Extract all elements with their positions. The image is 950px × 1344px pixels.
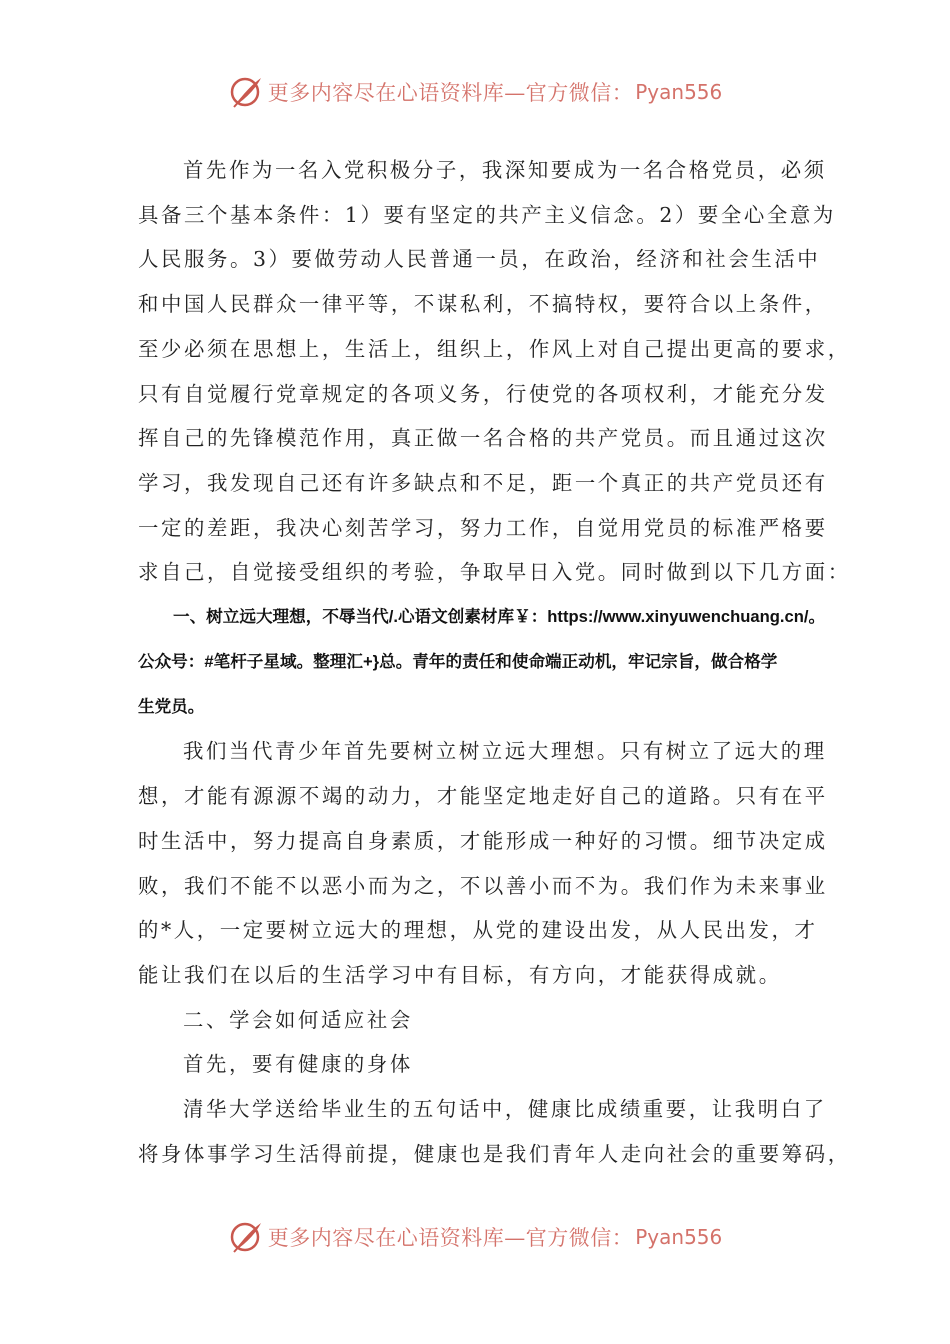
text-line: 一、树立远大理想，不辱当代/.心语文创素材库￥：https://www.xinyuwenchuang.cn/。 xyxy=(173,607,826,627)
section-heading-2 xyxy=(138,998,818,1043)
text-line: 学习，我发现自己还有许多缺点和不足，距一个真正的共产党员还有 xyxy=(138,470,828,495)
text-line: 求自己，自觉接受组织的考验，争取早日入党。同时做到以下几方面： xyxy=(138,560,851,585)
text-line: 具备三个基本条件：1）要有坚定的共产主义信念。2）要全心全意为 xyxy=(138,202,836,227)
health-paragraph xyxy=(138,1087,851,1176)
text-line: 人民服务。3）要做劳动人民普通一员，在政治，经济和社会生活中 xyxy=(138,247,821,272)
text-line: 我们当代青少年首先要树立树立远大理想。只有树立了远大的理 xyxy=(183,739,827,764)
feather-pen-logo-icon xyxy=(228,74,264,110)
subheading xyxy=(138,1042,818,1087)
section-heading-1 xyxy=(138,595,826,729)
text-line: 清华大学送给毕业生的五句话中，健康比成绩重要，让我明白了 xyxy=(183,1097,827,1122)
text-line: 至少必须在思想上，生活上，组织上，作风上对自己提出更高的要求， xyxy=(138,336,851,361)
text-line: 时生活中，努力提高自身素质，才能形成一种好的习惯。细节决定成 xyxy=(138,828,828,853)
text-line: 二、学会如何适应社会 xyxy=(183,1007,413,1032)
text-line: 挥自己的先锋模范作用，真正做一名合格的共产党员。而且通过这次 xyxy=(138,426,828,451)
ideal-paragraph xyxy=(138,729,828,997)
footer-watermark xyxy=(0,1217,950,1257)
watermark-handle: Pyan556 xyxy=(635,80,723,104)
text-line: 能让我们在以后的生活学习中有目标，有方向，才能获得成就。 xyxy=(138,962,782,987)
text-line: 一定的差距，我决心刻苦学习，努力工作，自觉用党员的标准严格要 xyxy=(138,515,828,540)
text-line: 的*人，一定要树立远大的理想，从党的建设出发，从人民出发，才 xyxy=(138,918,818,943)
text-line: 公众号：#笔杆子星域。整理汇+}总。青年的责任和使命端正动机，牢记宗旨，做合格学 xyxy=(138,651,778,671)
text-line: 只有自觉履行党章规定的各项义务，行使党的各项权利，才能充分发 xyxy=(138,381,828,406)
watermark-text: 更多内容尽在心语资料库—官方微信： xyxy=(267,1226,634,1250)
intro-paragraph xyxy=(138,148,851,595)
text-line: 和中国人民群众一律平等，不谋私利，不搞特权，要符合以上条件， xyxy=(138,292,828,317)
text-line: 生党员。 xyxy=(138,696,205,716)
text-line: 将身体事学习生活得前提，健康也是我们青年人走向社会的重要筹码， xyxy=(138,1141,851,1166)
document-body xyxy=(138,148,851,1176)
text-line: 想，才能有源源不竭的动力，才能坚定地走好自己的道路。只有在平 xyxy=(138,784,828,809)
header-watermark xyxy=(0,72,950,112)
feather-pen-logo-icon xyxy=(228,1219,264,1255)
text-line: 首先，要有健康的身体 xyxy=(183,1052,413,1077)
watermark-handle: Pyan556 xyxy=(635,1225,723,1249)
watermark-text: 更多内容尽在心语资料库—官方微信： xyxy=(267,81,634,105)
text-line: 首先作为一名入党积极分子，我深知要成为一名合格党员，必须 xyxy=(183,158,827,182)
text-line: 败，我们不能不以恶小而为之，不以善小而不为。我们作为未来事业 xyxy=(138,873,828,898)
